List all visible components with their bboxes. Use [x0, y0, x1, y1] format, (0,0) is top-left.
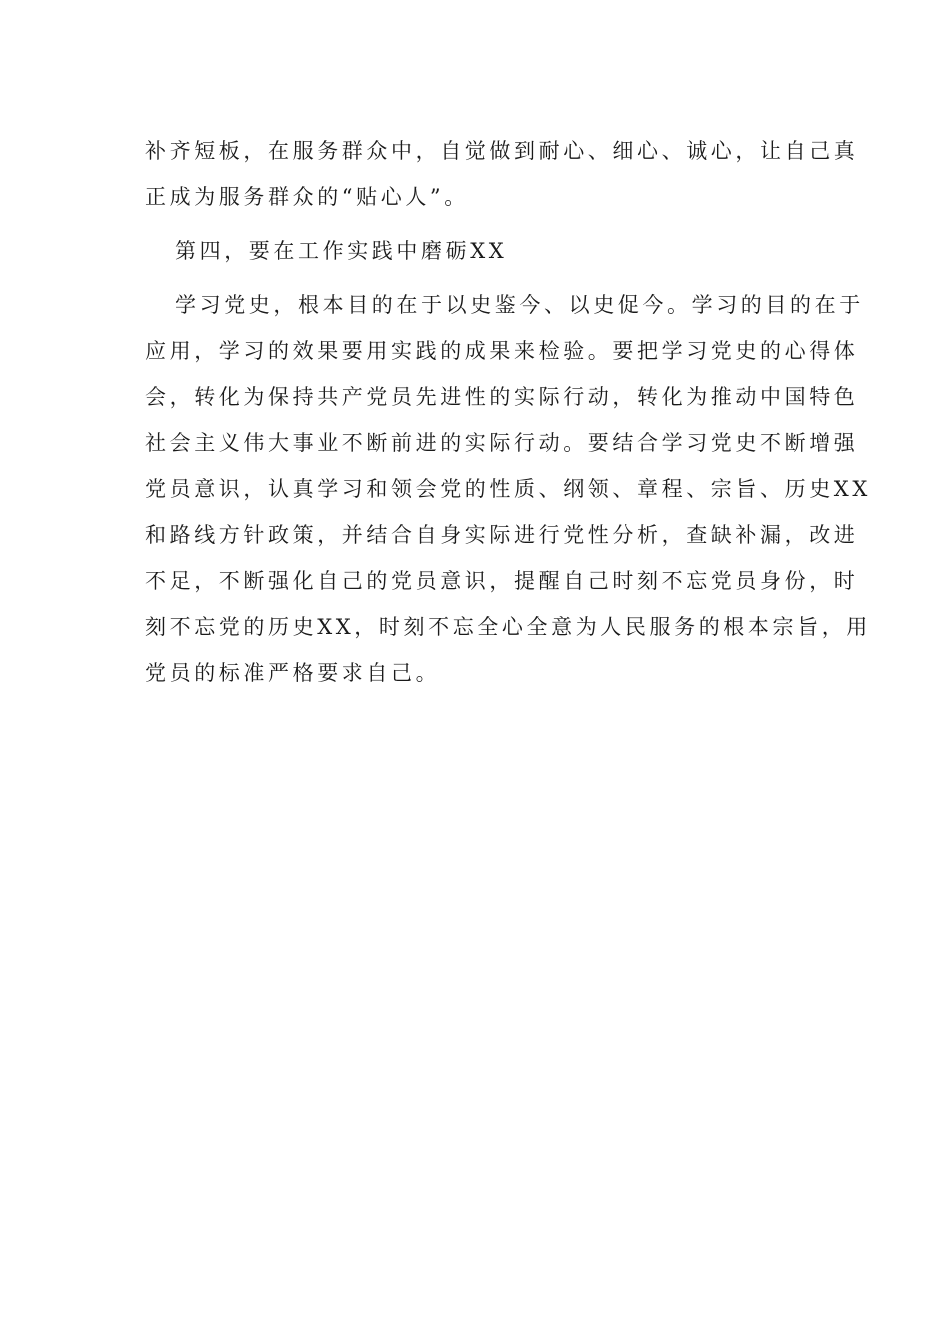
- text-line: 党员的标准严格要求自己。: [145, 661, 441, 685]
- document-body: [145, 128, 871, 696]
- text-line: 正成为服务群众的“贴心人”。: [145, 185, 469, 209]
- text-line: 党员意识，认真学习和领会党的性质、纲领、章程、宗旨、历史XX: [145, 477, 871, 501]
- text-line: 会，转化为保持共产党员先进性的实际行动，转化为推动中国特色: [145, 385, 859, 409]
- heading-line: 第四，要在工作实践中磨砺XX: [175, 239, 508, 263]
- paragraph-body: [145, 282, 871, 696]
- paragraph-continuation: [145, 128, 859, 220]
- text-line: 补齐短板，在服务群众中，自觉做到耐心、细心、诚心，让自己真: [145, 139, 859, 163]
- text-line: 学习党史，根本目的在于以史鉴今、以史促今。学习的目的在于: [175, 293, 864, 317]
- text-line: 社会主义伟大事业不断前进的实际行动。要结合学习党史不断增强: [145, 431, 859, 455]
- section-heading-four: [145, 228, 809, 274]
- text-line: 不足，不断强化自己的党员意识，提醒自己时刻不忘党员身份，时: [145, 569, 859, 593]
- text-line: 和路线方针政策，并结合自身实际进行党性分析，查缺补漏，改进: [145, 523, 859, 547]
- text-line: 应用，学习的效果要用实践的成果来检验。要把学习党史的心得体: [145, 339, 859, 363]
- text-line: 刻不忘党的历史XX，时刻不忘全心全意为人民服务的根本宗旨，用: [145, 615, 871, 639]
